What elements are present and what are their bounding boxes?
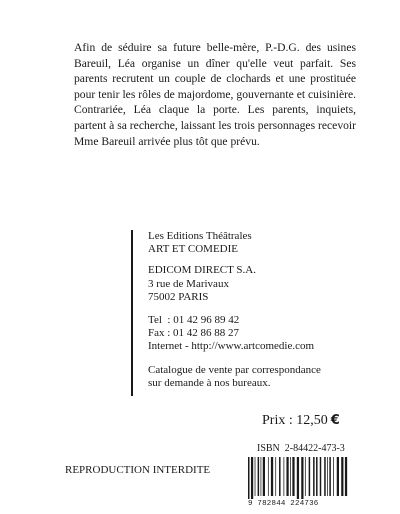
- barcode-bar: [286, 457, 288, 496]
- publisher-city: 75002 PARIS: [148, 290, 209, 303]
- barcode-bar: [297, 457, 299, 499]
- barcode-bar: [292, 457, 294, 496]
- barcode-bar: [345, 457, 347, 496]
- barcode-bar: [313, 457, 315, 496]
- barcode-bar: [263, 457, 265, 496]
- publisher-tel: Tel : 01 42 96 89 42: [148, 314, 240, 327]
- catalogue-note-line2: sur demande à nos bureaux.: [148, 376, 271, 389]
- barcode-bar: [271, 457, 273, 496]
- euro-symbol: €: [330, 413, 340, 428]
- publisher-divider-line: [131, 230, 133, 396]
- barcode-bar: [258, 457, 260, 496]
- barcode-bars: [248, 457, 348, 499]
- synopsis-paragraph: Afin de séduire sa future belle-mère, P.-D.G. des usines Bareuil, Léa organise un dîner qu'elle veut parfait. Ses parents recrutent un couple de clochards et une prostituée pour tenir les rôles de majordome, gouvernante et cuisinière. Contrariée, Léa claque la porte. Les parents, inquiets, partent à sa recherche, laissant les trois personnages recevoir Mme Bareuil arrivée plus tôt que prévu.: [74, 41, 356, 148]
- publisher-fax: Fax : 01 42 86 88 27: [148, 327, 240, 340]
- barcode-bar: [329, 457, 331, 496]
- barcode-bar: [327, 457, 328, 496]
- barcode-bar: [251, 457, 253, 499]
- publisher-website: Internet - http://www.artcomedie.com: [148, 340, 315, 353]
- publisher-block: [131, 226, 361, 396]
- barcode-bar: [284, 457, 285, 496]
- publisher-name: Les Editions Théâtrales: [148, 230, 252, 242]
- publisher-collection: ART ET COMEDIE: [148, 243, 238, 256]
- reproduction-notice: REPRODUCTION INTERDITE: [65, 464, 211, 476]
- barcode-digits: 9 782844 224736: [248, 500, 319, 508]
- barcode-bar: [320, 457, 322, 496]
- barcode-bar: [248, 457, 250, 499]
- barcode-bar: [255, 457, 256, 496]
- price-value: Prix : 12,50: [262, 413, 328, 428]
- barcode-bar: [261, 457, 262, 496]
- price-label: [262, 413, 340, 429]
- barcode-bar: [290, 457, 291, 496]
- barcode-bar: [309, 457, 311, 496]
- publisher-street: 3 rue de Marivaux: [148, 277, 229, 290]
- barcode-bar: [275, 457, 276, 496]
- barcode-bar: [337, 457, 339, 496]
- publisher-company: EDICOM DIRECT S.A.: [148, 264, 256, 277]
- barcode-bar: [301, 457, 303, 499]
- barcode-bar: [268, 457, 269, 496]
- barcode-bar: [279, 457, 281, 496]
- publisher-info: [148, 230, 358, 390]
- catalogue-note-line1: Catalogue de vente par correspondance: [148, 363, 321, 376]
- barcode-bar: [324, 457, 326, 496]
- barcode-bar: [341, 457, 343, 496]
- isbn-number: ISBN 2-84422-473-3: [257, 443, 345, 454]
- barcode: [248, 457, 348, 508]
- barcode-bar: [333, 457, 334, 496]
- barcode-bar: [316, 457, 318, 496]
- barcode-bar: [305, 457, 306, 496]
